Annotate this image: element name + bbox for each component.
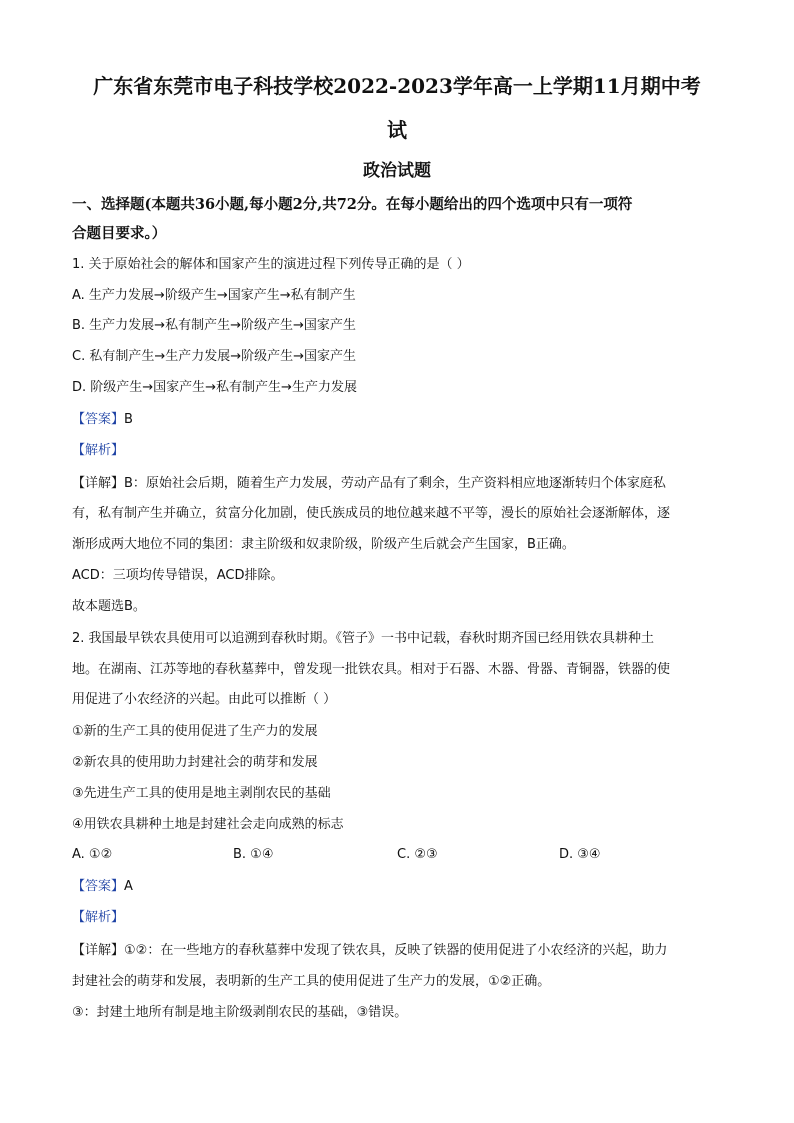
q1-option-a: A. 生产力发展→阶级产生→国家产生→私有制产生: [72, 288, 356, 303]
q2-statement-3: ③先进生产工具的使用是地主剥削农民的基础: [72, 786, 331, 801]
answer-tag: 【答案】: [72, 879, 125, 894]
answer-value: A: [124, 879, 133, 894]
answer-value: B: [124, 412, 133, 427]
document-title-line-1: 广东省东莞市电子科技学校2022-2023学年高一上学期11月期中考: [93, 74, 701, 98]
q2-analysis-tag: [72, 909, 732, 927]
q2-stem-line-2: 地。在湖南、江苏等地的春秋墓葬中，曾发现一批铁农具。相对于石器、木器、骨器、青铜器，铁器的使: [72, 662, 671, 677]
q2-stem-line-1: 2. 我国最早铁农具使用可以追溯到春秋时期。《管子》一书中记载，春秋时期齐国已经用铁农具耕种土: [72, 631, 655, 646]
q2-detail-line-2: 封建社会的萌芽和发展，表明新的生产工具的使用促进了生产力的发展，①②正确。: [72, 974, 551, 989]
q1-detail-line-5: 故本题选B。: [72, 599, 146, 614]
document-title-line-2: 试: [387, 118, 407, 142]
q1-detail-line-1: 【详解】B：原始社会后期，随着生产力发展，劳动产品有了剩余，生产资料相应地逐渐转归个体家庭私: [72, 476, 666, 491]
q2-stem-line-3: 用促进了小农经济的兴起。由此可以推断（ ）: [72, 692, 337, 707]
q2-option-c: C. ②③: [397, 847, 438, 862]
detail-tag: 【详解】: [72, 476, 125, 491]
q1-detail-line-3: 渐形成两大地位不同的集团：隶主阶级和奴隶阶级，阶级产生后就会产生国家，B正确。: [72, 537, 575, 552]
q1-detail-line-2: 有，私有制产生并确立，贫富分化加剧，使氏族成员的地位越来越不平等，漫长的原始社会逐渐解体，逐: [72, 506, 671, 521]
q1-detail-line-4: ACD：三项均传导错误，ACD排除。: [72, 568, 284, 583]
document-subtitle: 政治试题: [363, 161, 431, 181]
section-heading-line-1: 一、选择题(本题共36小题,每小题2分,共72分。在每小题给出的四个选项中只有一项符: [72, 196, 633, 213]
q1-option-c: C. 私有制产生→生产力发展→阶级产生→国家产生: [72, 349, 357, 364]
q2-option-d: D. ③④: [559, 847, 601, 862]
q2-statement-1: ①新的生产工具的使用促进了生产力的发展: [72, 724, 318, 739]
q2-option-b: B. ①④: [233, 847, 274, 862]
q2-detail-line-1: 【详解】①②：在一些地方的春秋墓葬中发现了铁农具，反映了铁器的使用促进了小农经济的兴起，助力: [72, 943, 668, 958]
analysis-tag: 【解析】: [72, 910, 125, 925]
q2-answer: [72, 878, 732, 896]
q1-option-d: D. 阶级产生→国家产生→私有制产生→生产力发展: [72, 380, 357, 395]
q2-statement-2: ②新农具的使用助力封建社会的萌芽和发展: [72, 755, 318, 770]
q1-stem: 1. 关于原始社会的解体和国家产生的演进过程下列传导正确的是（ ）: [72, 257, 470, 272]
q2-detail-line-3: ③：封建土地所有制是地主阶级剥削农民的基础，③错误。: [72, 1005, 408, 1020]
q2-option-a: A. ①②: [72, 847, 113, 862]
detail-tag: 【详解】: [72, 943, 125, 958]
q1-answer: [72, 411, 732, 429]
q2-statement-4: ④用铁农具耕种土地是封建社会走向成熟的标志: [72, 817, 344, 832]
q1-option-b: B. 生产力发展→私有制产生→阶级产生→国家产生: [72, 318, 356, 333]
q1-analysis-tag: [72, 442, 732, 460]
section-heading-line-2: 合题目要求。）: [72, 225, 167, 242]
analysis-tag: 【解析】: [72, 443, 125, 458]
answer-tag: 【答案】: [72, 412, 125, 427]
